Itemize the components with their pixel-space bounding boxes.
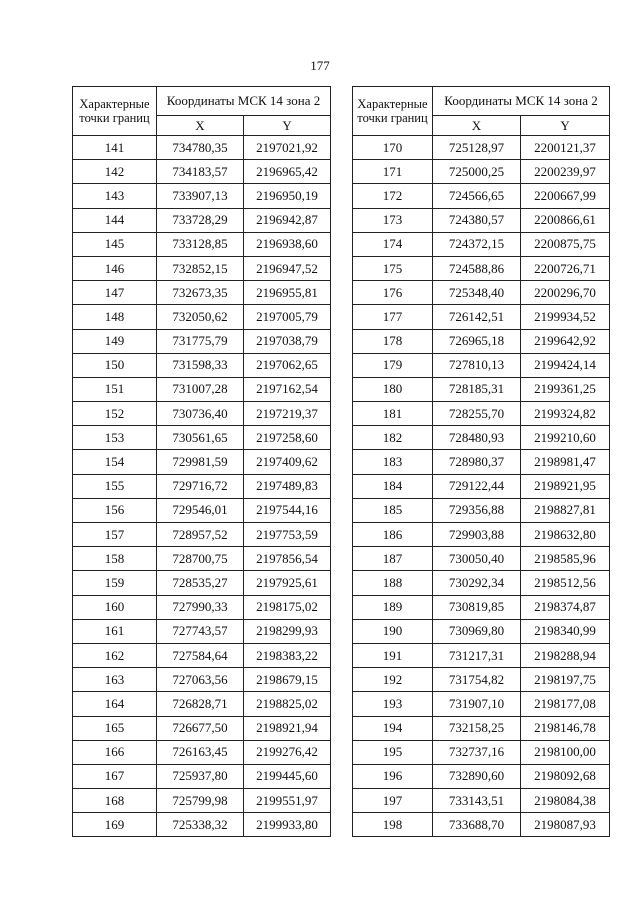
x-coordinate-cell: 726677,50 xyxy=(157,716,244,740)
point-number-cell: 151 xyxy=(73,377,157,401)
x-coordinate-cell: 729903,88 xyxy=(433,523,521,547)
y-coordinate-cell: 2199210,60 xyxy=(521,426,610,450)
y-coordinate-cell: 2198512,56 xyxy=(521,571,610,595)
point-number-cell: 174 xyxy=(353,232,433,256)
y-coordinate-cell: 2199361,25 xyxy=(521,377,610,401)
table-row xyxy=(73,668,331,692)
y-coordinate-cell: 2198981,47 xyxy=(521,450,610,474)
point-number-cell: 198 xyxy=(353,813,433,837)
point-number-cell: 161 xyxy=(73,619,157,643)
y-coordinate-cell: 2198092,68 xyxy=(521,764,610,788)
point-number-cell: 157 xyxy=(73,523,157,547)
point-number-cell: 181 xyxy=(353,402,433,426)
page-number: 177 xyxy=(310,58,330,73)
point-number-cell: 160 xyxy=(73,595,157,619)
x-coordinate-cell: 726965,18 xyxy=(433,329,521,353)
points-label-line2: точки границ xyxy=(357,111,428,125)
table-row xyxy=(73,377,331,401)
x-coordinate-cell: 732673,35 xyxy=(157,281,244,305)
point-number-cell: 147 xyxy=(73,281,157,305)
y-coordinate-cell: 2200875,75 xyxy=(521,232,610,256)
table-body-left xyxy=(73,136,331,837)
x-coordinate-cell: 728535,27 xyxy=(157,571,244,595)
x-coordinate-cell: 729356,88 xyxy=(433,498,521,522)
point-number-cell: 175 xyxy=(353,256,433,280)
table-body-right xyxy=(353,136,610,837)
y-coordinate-cell: 2199445,60 xyxy=(244,764,331,788)
point-number-cell: 169 xyxy=(73,813,157,837)
table-row xyxy=(353,740,610,764)
table-row xyxy=(73,256,331,280)
table-row xyxy=(353,256,610,280)
x-coordinate-cell: 725128,97 xyxy=(433,136,521,160)
coordinates-table-left xyxy=(72,86,331,837)
x-coordinate-cell: 726163,45 xyxy=(157,740,244,764)
y-coordinate-cell: 2196950,19 xyxy=(244,184,331,208)
x-coordinate-cell: 733728,29 xyxy=(157,208,244,232)
y-coordinate-cell: 2198827,81 xyxy=(521,498,610,522)
x-coordinate-cell: 732737,16 xyxy=(433,740,521,764)
x-coordinate-cell: 728980,37 xyxy=(433,450,521,474)
x-coordinate-cell: 724588,86 xyxy=(433,256,521,280)
y-coordinate-cell: 2200667,99 xyxy=(521,184,610,208)
y-coordinate-cell: 2197162,54 xyxy=(244,377,331,401)
table-row xyxy=(353,692,610,716)
x-coordinate-cell: 729981,59 xyxy=(157,450,244,474)
y-coordinate-cell: 2198288,94 xyxy=(521,643,610,667)
table-row xyxy=(353,498,610,522)
y-coordinate-cell: 2197005,79 xyxy=(244,305,331,329)
point-number-cell: 173 xyxy=(353,208,433,232)
point-number-cell: 185 xyxy=(353,498,433,522)
x-coordinate-cell: 732852,15 xyxy=(157,256,244,280)
table-row xyxy=(73,426,331,450)
x-coordinate-cell: 725937,80 xyxy=(157,764,244,788)
x-coordinate-cell: 734183,57 xyxy=(157,160,244,184)
x-coordinate-cell: 728185,31 xyxy=(433,377,521,401)
point-number-cell: 195 xyxy=(353,740,433,764)
y-coordinate-cell: 2197038,79 xyxy=(244,329,331,353)
y-column-header: Y xyxy=(244,116,331,136)
point-number-cell: 194 xyxy=(353,716,433,740)
table-row xyxy=(73,692,331,716)
x-coordinate-cell: 725799,98 xyxy=(157,789,244,813)
x-coordinate-cell: 725348,40 xyxy=(433,281,521,305)
table-row xyxy=(73,353,331,377)
point-number-cell: 189 xyxy=(353,595,433,619)
point-number-cell: 192 xyxy=(353,668,433,692)
table-row xyxy=(73,160,331,184)
x-coordinate-cell: 728480,93 xyxy=(433,426,521,450)
x-coordinate-cell: 724380,57 xyxy=(433,208,521,232)
table-row xyxy=(73,498,331,522)
table-row xyxy=(73,329,331,353)
point-number-cell: 188 xyxy=(353,571,433,595)
table-row xyxy=(73,547,331,571)
y-coordinate-cell: 2199933,80 xyxy=(244,813,331,837)
y-coordinate-cell: 2199424,14 xyxy=(521,353,610,377)
table-row xyxy=(73,813,331,837)
y-coordinate-cell: 2197409,62 xyxy=(244,450,331,474)
table-row xyxy=(73,305,331,329)
table-row xyxy=(353,136,610,160)
y-coordinate-cell: 2197062,65 xyxy=(244,353,331,377)
table-row xyxy=(73,571,331,595)
x-coordinate-cell: 732158,25 xyxy=(433,716,521,740)
y-coordinate-cell: 2197021,92 xyxy=(244,136,331,160)
x-coordinate-cell: 728255,70 xyxy=(433,402,521,426)
x-coordinate-cell: 732890,60 xyxy=(433,764,521,788)
y-coordinate-cell: 2196955,81 xyxy=(244,281,331,305)
point-number-cell: 190 xyxy=(353,619,433,643)
y-coordinate-cell: 2197544,16 xyxy=(244,498,331,522)
table-row xyxy=(353,208,610,232)
table-row xyxy=(353,547,610,571)
point-number-cell: 167 xyxy=(73,764,157,788)
x-coordinate-cell: 730819,85 xyxy=(433,595,521,619)
x-coordinate-cell: 733143,51 xyxy=(433,789,521,813)
x-coordinate-cell: 730292,34 xyxy=(433,571,521,595)
point-number-cell: 177 xyxy=(353,305,433,329)
point-number-cell: 162 xyxy=(73,643,157,667)
y-coordinate-cell: 2198679,15 xyxy=(244,668,331,692)
table-row xyxy=(73,208,331,232)
x-coordinate-cell: 733128,85 xyxy=(157,232,244,256)
point-number-cell: 141 xyxy=(73,136,157,160)
x-coordinate-cell: 731907,10 xyxy=(433,692,521,716)
point-number-cell: 145 xyxy=(73,232,157,256)
table-row xyxy=(353,571,610,595)
table-row xyxy=(353,450,610,474)
x-coordinate-cell: 727810,13 xyxy=(433,353,521,377)
points-label-line1: Характерные xyxy=(357,97,428,111)
table-row xyxy=(353,232,610,256)
table-row xyxy=(73,474,331,498)
y-coordinate-cell: 2196947,52 xyxy=(244,256,331,280)
point-number-cell: 168 xyxy=(73,789,157,813)
point-number-cell: 193 xyxy=(353,692,433,716)
x-coordinate-cell: 727584,64 xyxy=(157,643,244,667)
y-coordinate-cell: 2200121,37 xyxy=(521,136,610,160)
point-number-cell: 146 xyxy=(73,256,157,280)
point-number-cell: 176 xyxy=(353,281,433,305)
table-row xyxy=(73,764,331,788)
y-coordinate-cell: 2197925,61 xyxy=(244,571,331,595)
table-row xyxy=(73,619,331,643)
y-coordinate-cell: 2199551,97 xyxy=(244,789,331,813)
table-row xyxy=(353,474,610,498)
y-coordinate-cell: 2198383,22 xyxy=(244,643,331,667)
point-number-cell: 155 xyxy=(73,474,157,498)
x-column-header: X xyxy=(433,116,521,136)
x-coordinate-cell: 731598,33 xyxy=(157,353,244,377)
table-row xyxy=(353,643,610,667)
point-number-cell: 158 xyxy=(73,547,157,571)
table-row xyxy=(353,305,610,329)
table-row xyxy=(353,595,610,619)
y-coordinate-cell: 2198921,94 xyxy=(244,716,331,740)
points-label-line2: точки границ xyxy=(79,111,150,125)
y-coordinate-cell: 2197856,54 xyxy=(244,547,331,571)
x-coordinate-cell: 734780,35 xyxy=(157,136,244,160)
point-number-cell: 170 xyxy=(353,136,433,160)
point-number-cell: 163 xyxy=(73,668,157,692)
point-number-cell: 164 xyxy=(73,692,157,716)
y-coordinate-cell: 2197258,60 xyxy=(244,426,331,450)
x-coordinate-cell: 729546,01 xyxy=(157,498,244,522)
table-row xyxy=(73,281,331,305)
coords-column-header: Координаты МСК 14 зона 2 xyxy=(433,87,610,116)
point-number-cell: 171 xyxy=(353,160,433,184)
table-row xyxy=(73,595,331,619)
table-row xyxy=(353,764,610,788)
point-number-cell: 154 xyxy=(73,450,157,474)
y-coordinate-cell: 2196942,87 xyxy=(244,208,331,232)
table-row xyxy=(73,402,331,426)
x-coordinate-cell: 730736,40 xyxy=(157,402,244,426)
x-coordinate-cell: 727063,56 xyxy=(157,668,244,692)
points-column-header xyxy=(73,87,157,136)
table-row xyxy=(353,353,610,377)
x-coordinate-cell: 724566,65 xyxy=(433,184,521,208)
point-number-cell: 144 xyxy=(73,208,157,232)
table-row xyxy=(353,716,610,740)
point-number-cell: 159 xyxy=(73,571,157,595)
y-coordinate-cell: 2198197,75 xyxy=(521,668,610,692)
x-coordinate-cell: 731754,82 xyxy=(433,668,521,692)
table-row xyxy=(353,789,610,813)
point-number-cell: 179 xyxy=(353,353,433,377)
y-coordinate-cell: 2198175,02 xyxy=(244,595,331,619)
y-coordinate-cell: 2198632,80 xyxy=(521,523,610,547)
y-coordinate-cell: 2198087,93 xyxy=(521,813,610,837)
table-row xyxy=(353,329,610,353)
table-row xyxy=(73,184,331,208)
y-coordinate-cell: 2198299,93 xyxy=(244,619,331,643)
point-number-cell: 183 xyxy=(353,450,433,474)
y-coordinate-cell: 2198585,96 xyxy=(521,547,610,571)
table-row xyxy=(353,402,610,426)
x-coordinate-cell: 729122,44 xyxy=(433,474,521,498)
y-coordinate-cell: 2200296,70 xyxy=(521,281,610,305)
x-coordinate-cell: 726142,51 xyxy=(433,305,521,329)
y-coordinate-cell: 2200726,71 xyxy=(521,256,610,280)
y-coordinate-cell: 2198100,00 xyxy=(521,740,610,764)
x-coordinate-cell: 724372,15 xyxy=(433,232,521,256)
table-row xyxy=(73,716,331,740)
x-column-header: X xyxy=(157,116,244,136)
x-coordinate-cell: 731775,79 xyxy=(157,329,244,353)
x-coordinate-cell: 731007,28 xyxy=(157,377,244,401)
point-number-cell: 149 xyxy=(73,329,157,353)
x-coordinate-cell: 733688,70 xyxy=(433,813,521,837)
table-row xyxy=(353,668,610,692)
table-row xyxy=(353,160,610,184)
point-number-cell: 172 xyxy=(353,184,433,208)
point-number-cell: 166 xyxy=(73,740,157,764)
point-number-cell: 152 xyxy=(73,402,157,426)
point-number-cell: 142 xyxy=(73,160,157,184)
x-coordinate-cell: 728700,75 xyxy=(157,547,244,571)
x-coordinate-cell: 727743,57 xyxy=(157,619,244,643)
x-coordinate-cell: 728957,52 xyxy=(157,523,244,547)
x-coordinate-cell: 725000,25 xyxy=(433,160,521,184)
table-row xyxy=(353,184,610,208)
y-coordinate-cell: 2198177,08 xyxy=(521,692,610,716)
point-number-cell: 182 xyxy=(353,426,433,450)
x-coordinate-cell: 733907,13 xyxy=(157,184,244,208)
points-label-line1: Характерные xyxy=(79,97,150,111)
point-number-cell: 196 xyxy=(353,764,433,788)
y-coordinate-cell: 2198374,87 xyxy=(521,595,610,619)
y-coordinate-cell: 2197753,59 xyxy=(244,523,331,547)
table-row xyxy=(73,789,331,813)
table-row xyxy=(73,523,331,547)
table-row xyxy=(353,377,610,401)
point-number-cell: 184 xyxy=(353,474,433,498)
point-number-cell: 180 xyxy=(353,377,433,401)
x-coordinate-cell: 726828,71 xyxy=(157,692,244,716)
y-coordinate-cell: 2196965,42 xyxy=(244,160,331,184)
coordinates-table-right xyxy=(352,86,610,837)
y-coordinate-cell: 2196938,60 xyxy=(244,232,331,256)
table-row xyxy=(353,813,610,837)
x-coordinate-cell: 727990,33 xyxy=(157,595,244,619)
x-coordinate-cell: 730969,80 xyxy=(433,619,521,643)
y-coordinate-cell: 2200239,97 xyxy=(521,160,610,184)
table-row xyxy=(73,232,331,256)
y-coordinate-cell: 2200866,61 xyxy=(521,208,610,232)
x-coordinate-cell: 731217,31 xyxy=(433,643,521,667)
y-coordinate-cell: 2197219,37 xyxy=(244,402,331,426)
point-number-cell: 143 xyxy=(73,184,157,208)
x-coordinate-cell: 725338,32 xyxy=(157,813,244,837)
table-row xyxy=(353,523,610,547)
table-row xyxy=(353,619,610,643)
point-number-cell: 156 xyxy=(73,498,157,522)
y-coordinate-cell: 2198146,78 xyxy=(521,716,610,740)
y-coordinate-cell: 2197489,83 xyxy=(244,474,331,498)
x-coordinate-cell: 732050,62 xyxy=(157,305,244,329)
y-coordinate-cell: 2198340,99 xyxy=(521,619,610,643)
coords-column-header: Координаты МСК 14 зона 2 xyxy=(157,87,331,116)
point-number-cell: 178 xyxy=(353,329,433,353)
x-coordinate-cell: 730561,65 xyxy=(157,426,244,450)
x-coordinate-cell: 729716,72 xyxy=(157,474,244,498)
point-number-cell: 165 xyxy=(73,716,157,740)
point-number-cell: 153 xyxy=(73,426,157,450)
point-number-cell: 150 xyxy=(73,353,157,377)
point-number-cell: 197 xyxy=(353,789,433,813)
point-number-cell: 187 xyxy=(353,547,433,571)
y-coordinate-cell: 2198825,02 xyxy=(244,692,331,716)
table-row xyxy=(73,643,331,667)
point-number-cell: 186 xyxy=(353,523,433,547)
y-coordinate-cell: 2198921,95 xyxy=(521,474,610,498)
y-coordinate-cell: 2199934,52 xyxy=(521,305,610,329)
point-number-cell: 191 xyxy=(353,643,433,667)
x-coordinate-cell: 730050,40 xyxy=(433,547,521,571)
table-row xyxy=(353,281,610,305)
y-coordinate-cell: 2199642,92 xyxy=(521,329,610,353)
point-number-cell: 148 xyxy=(73,305,157,329)
y-coordinate-cell: 2199324,82 xyxy=(521,402,610,426)
table-row xyxy=(73,450,331,474)
table-row xyxy=(353,426,610,450)
table-row xyxy=(73,136,331,160)
y-coordinate-cell: 2198084,38 xyxy=(521,789,610,813)
y-coordinate-cell: 2199276,42 xyxy=(244,740,331,764)
points-column-header xyxy=(353,87,433,136)
table-row xyxy=(73,740,331,764)
y-column-header: Y xyxy=(521,116,610,136)
